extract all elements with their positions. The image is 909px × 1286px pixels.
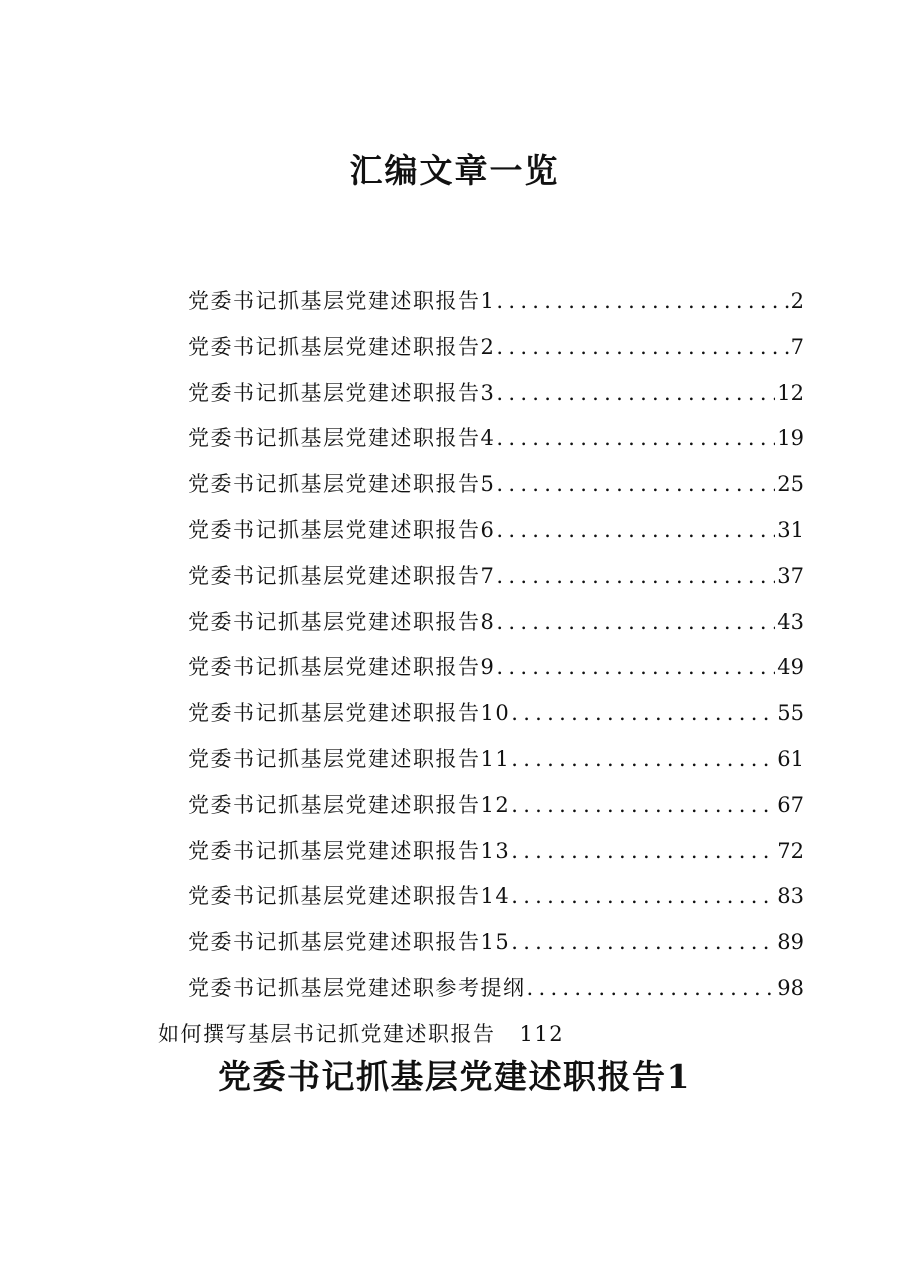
toc-dot-leader	[496, 419, 775, 457]
toc-entry-label: 党委书记抓基层党建述职报告13	[188, 838, 511, 863]
toc-entry[interactable]	[188, 969, 804, 1015]
toc-page-number: 49	[777, 655, 804, 680]
toc-dot-leader	[496, 374, 775, 412]
toc-entry-label: 党委书记抓基层党建述职报告1	[188, 289, 496, 313]
toc-entry-label: 党委书记抓基层党建述职报告12	[188, 792, 511, 817]
toc-page-number: 61	[777, 746, 804, 771]
toc-dot-leader	[496, 648, 775, 686]
toc-entry-label: 党委书记抓基层党建述职报告15	[188, 930, 511, 955]
toc-entry[interactable]	[188, 603, 804, 649]
toc-extra-entry[interactable]	[158, 1016, 564, 1052]
table-of-contents	[188, 282, 804, 1015]
toc-entry[interactable]	[188, 557, 804, 603]
section-heading: 党委书记抓基层党建述职报告1	[218, 1057, 691, 1096]
toc-dot-leader	[511, 832, 775, 870]
toc-entry[interactable]	[188, 740, 804, 786]
document-title: 汇编文章一览	[349, 151, 560, 190]
toc-entry[interactable]	[188, 419, 804, 465]
toc-entry-label: 党委书记抓基层党建述职参考提纲	[188, 975, 526, 1000]
toc-entry-label: 党委书记抓基层党建述职报告9	[188, 655, 496, 680]
toc-page-number: 55	[777, 701, 804, 726]
toc-entry-label: 党委书记抓基层党建述职报告3	[188, 380, 496, 405]
toc-entry[interactable]	[188, 694, 804, 740]
toc-entry[interactable]	[188, 648, 804, 694]
toc-page-number: 43	[777, 609, 804, 634]
toc-page-number: 12	[777, 380, 804, 405]
toc-page-number: 67	[777, 792, 804, 817]
toc-dot-leader	[511, 877, 775, 915]
toc-page-number: 2	[790, 289, 804, 313]
toc-entry-label: 党委书记抓基层党建述职报告14	[188, 884, 511, 909]
toc-extra-entry-label: 如何撰写基层书记抓党建述职报告	[158, 1022, 496, 1046]
toc-dot-leader	[511, 740, 775, 778]
toc-dot-leader	[496, 465, 775, 503]
toc-page-number: 7	[790, 334, 804, 359]
toc-page-number: 25	[777, 472, 804, 497]
toc-page-number: 98	[777, 975, 804, 1000]
toc-dot-leader	[496, 557, 775, 595]
toc-entry[interactable]	[188, 923, 804, 969]
toc-dot-leader	[511, 694, 775, 732]
toc-page-number: 83	[777, 884, 804, 909]
toc-entry-label: 党委书记抓基层党建述职报告4	[188, 426, 496, 451]
toc-page-number: 19	[777, 426, 804, 451]
toc-extra-entry-page: 112	[519, 1022, 565, 1046]
toc-entry-label: 党委书记抓基层党建述职报告2	[188, 334, 496, 359]
toc-entry-label: 党委书记抓基层党建述职报告8	[188, 609, 496, 634]
toc-page-number: 31	[777, 517, 804, 542]
toc-page-number: 37	[777, 563, 804, 588]
toc-dot-leader	[496, 603, 775, 641]
toc-entry[interactable]	[188, 374, 804, 420]
toc-dot-leader	[527, 969, 776, 1007]
toc-entry[interactable]	[188, 282, 804, 328]
toc-dot-leader	[496, 282, 788, 320]
toc-entry-label: 党委书记抓基层党建述职报告10	[188, 701, 511, 726]
toc-entry[interactable]	[188, 328, 804, 374]
toc-entry-label: 党委书记抓基层党建述职报告11	[188, 746, 511, 771]
toc-entry[interactable]	[188, 832, 804, 878]
toc-dot-leader	[511, 923, 775, 961]
toc-dot-leader	[496, 328, 788, 366]
toc-page-number: 89	[777, 930, 804, 955]
toc-page-number: 72	[777, 838, 804, 863]
toc-entry[interactable]	[188, 786, 804, 832]
toc-entry[interactable]	[188, 465, 804, 511]
toc-entry[interactable]	[188, 511, 804, 557]
toc-entry-label: 党委书记抓基层党建述职报告5	[188, 472, 496, 497]
toc-dot-leader	[511, 786, 775, 824]
toc-entry[interactable]	[188, 877, 804, 923]
toc-entry-label: 党委书记抓基层党建述职报告6	[188, 517, 496, 542]
toc-entry-label: 党委书记抓基层党建述职报告7	[188, 563, 496, 588]
toc-dot-leader	[496, 511, 775, 549]
